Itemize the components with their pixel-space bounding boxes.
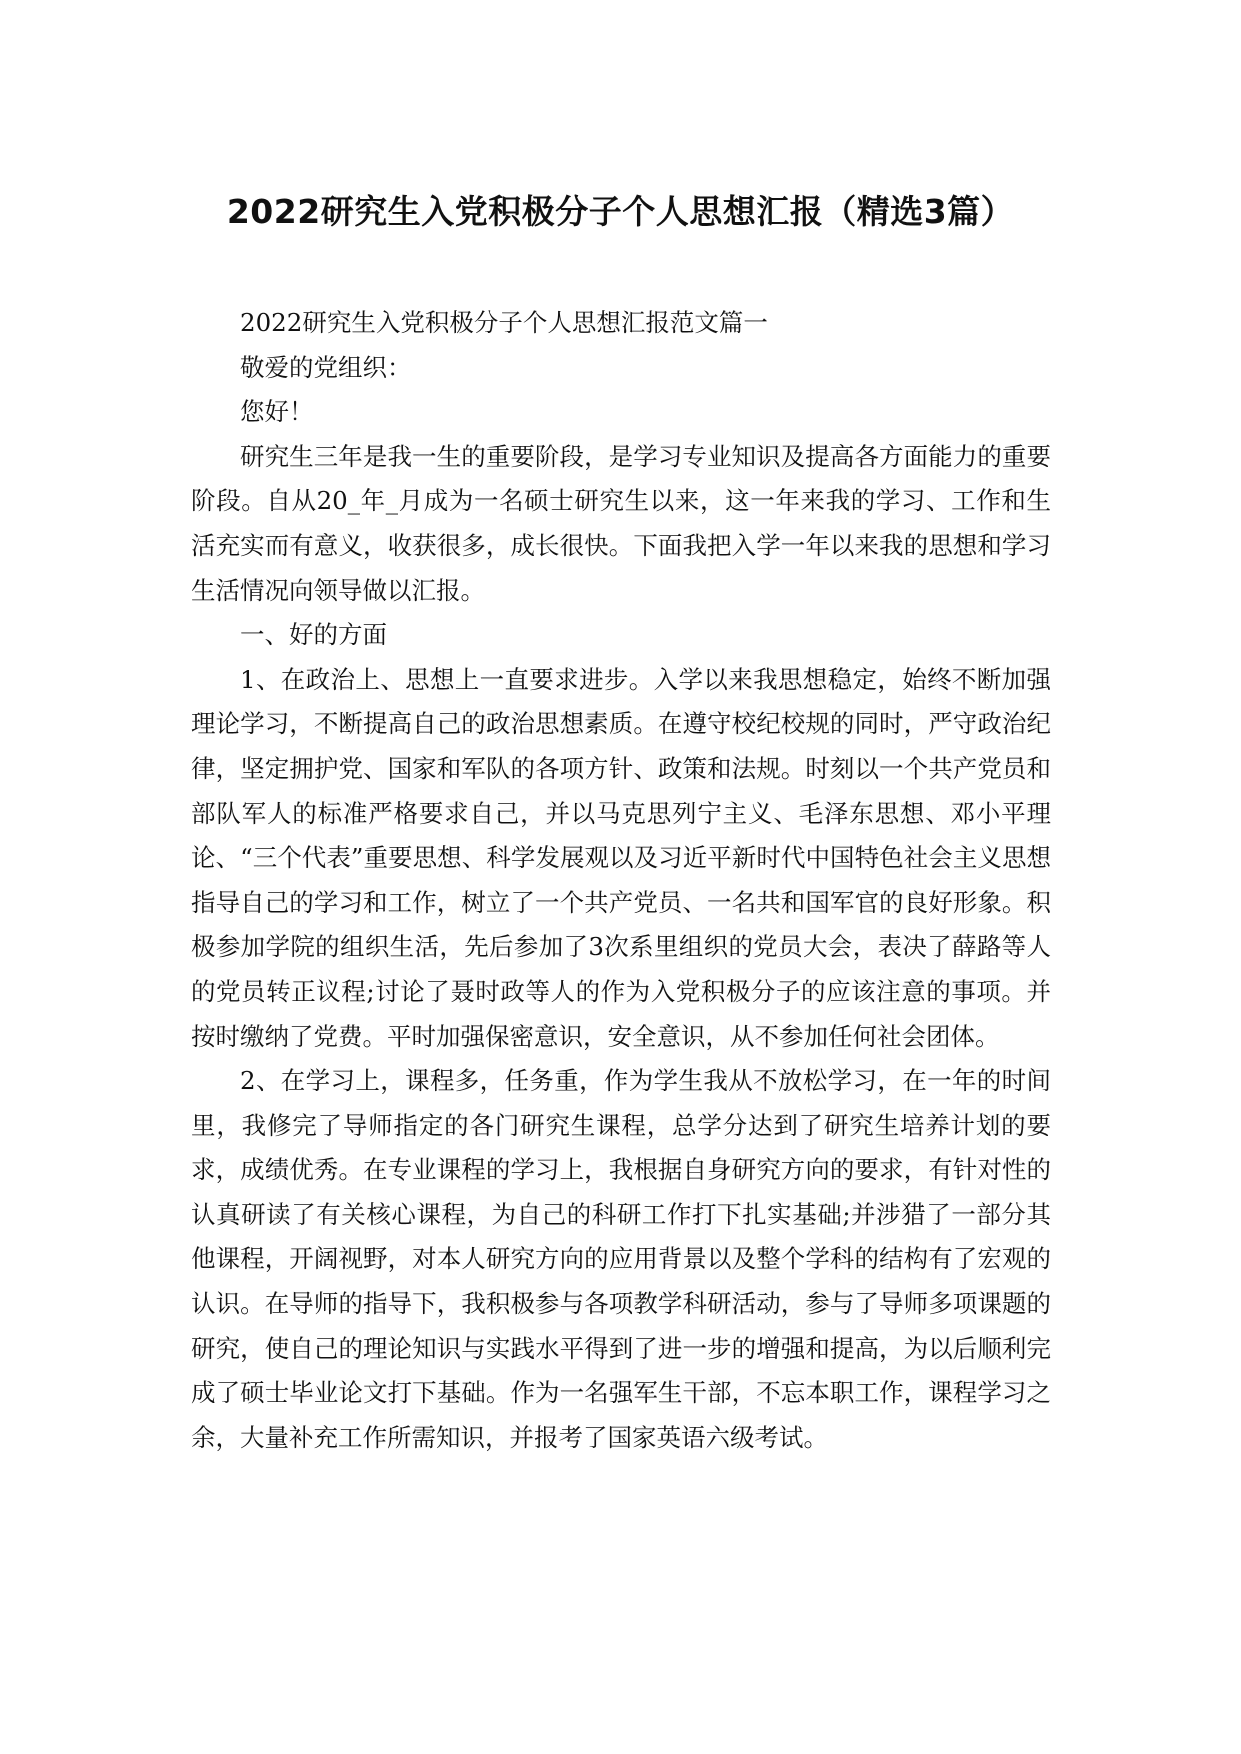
subheading-good-aspects: 一、好的方面: [240, 620, 387, 650]
paragraph-politics: 1、在政治上、思想上一直要求进步。入学以来我思想稳定，始终不断加强理论学习，不断提高自己的政治思想素质。在遵守校纪校规的同时，严守政治纪律，坚定拥护党、国家和军队的各项方针、政策和法规。时刻以一个共产党员和部队军人的标准严格要求自己，并以马克思列宁主义、毛泽东思想、邓小平理论、“三个代表”重要思想、科学发展观以及习近平新时代中国特色社会主义思想指导自己的学习和工作，树立了一个共产党员、一名共和国军官的良好形象。积极参加学院的组织生活，先后参加了3次系里组织的党员大会，表决了薛路等人的党员转正议程;讨论了聂时政等人的作为入党积极分子的应该注意的事项。并按时缴纳了党费。平时加强保密意识，安全意识，从不参加任何社会团体。: [191, 664, 1051, 1051]
salutation: 敬爱的党组织：: [240, 352, 412, 382]
document-body: [191, 301, 1051, 1460]
document-title: 2022研究生入党积极分子个人思想汇报（精选3篇）: [226, 192, 1015, 231]
paragraph-intro: 研究生三年是我一生的重要阶段，是学习专业知识及提高各方面能力的重要阶段。自从20_年_月成为一名硕士研究生以来，这一年来我的学习、工作和生活充实而有意义，收获很多，成长很快。下面我把入学一年以来我的思想和学习生活情况向领导做以汇报。: [191, 441, 1051, 605]
paragraph-study: 2、在学习上，课程多，任务重，作为学生我从不放松学习，在一年的时间里，我修完了导师指定的各门研究生课程，总学分达到了研究生培养计划的要求，成绩优秀。在专业课程的学习上，我根据自身研究方向的要求，有针对性的认真研读了有关核心课程，为自己的科研工作打下扎实基础;并涉猎了一部分其他课程，开阔视野，对本人研究方向的应用背景以及整个学科的结构有了宏观的认识。在导师的指导下，我积极参与各项教学科研活动，参与了导师多项课题的研究，使自己的理论知识与实践水平得到了进一步的增强和提高，为以后顺利完成了硕士毕业论文打下基础。作为一名强军生干部，不忘本职工作，课程学习之余，大量补充工作所需知识，并报考了国家英语六级考试。: [191, 1066, 1051, 1452]
greeting: 您好！: [240, 397, 314, 427]
section-heading: 2022研究生入党积极分子个人思想汇报范文篇一: [240, 308, 768, 337]
